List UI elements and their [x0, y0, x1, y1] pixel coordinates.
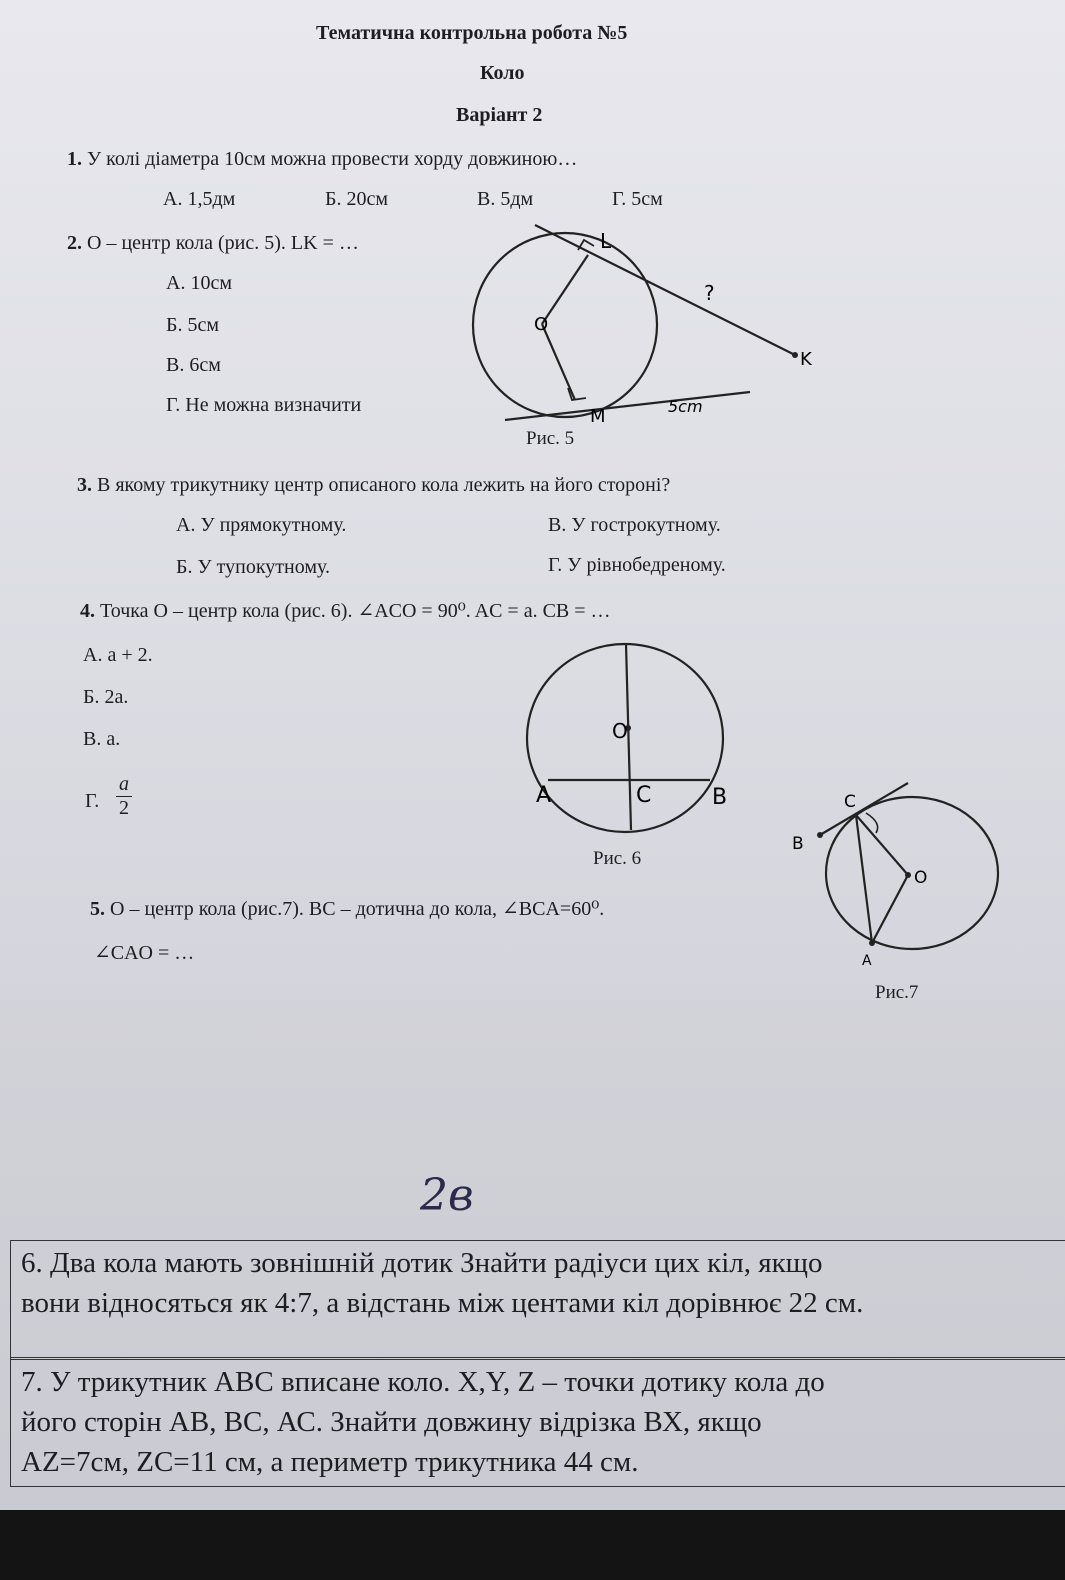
fig7-caption: Рис.7 — [875, 982, 919, 1003]
fig7-label-o: O — [914, 868, 928, 888]
worksheet-topic: Коло — [480, 62, 525, 84]
fraction-denominator: 2 — [119, 797, 129, 819]
q7-line1: 7. У трикутник АВС вписане коло. X,Y, Z – точки дотику кола до — [21, 1366, 825, 1398]
figure-6 — [520, 640, 740, 840]
q3-question — [77, 474, 670, 497]
q3-option-c: В. У гострокутному. — [548, 514, 721, 536]
fig7-tangent-bc — [820, 783, 908, 835]
q2-option-b: Б. 5см — [166, 314, 220, 336]
q6-line1: 6. Два кола мають зовнішній дотик Знайти радіуси цих кіл, якщо — [21, 1247, 823, 1279]
q4-text: Точка О – центр кола (рис. 6). ∠ACO = 90⁰. AC = a. CB = … — [100, 600, 611, 622]
q4-question — [80, 598, 611, 623]
q5-text: О – центр кола (рис.7). ВС – дотична до кола, ∠BCA=60⁰. — [110, 898, 605, 920]
handwritten-variant-mark: 2в — [420, 1170, 474, 1221]
q5-question — [90, 896, 604, 921]
fig7-radius-co — [856, 815, 908, 875]
fig6-label-c: C — [636, 783, 652, 808]
q4-option-a: А. a + 2. — [83, 644, 153, 666]
q1-question — [67, 148, 577, 171]
q1-option-d: Г. 5см — [612, 188, 663, 210]
fig7-circle — [826, 797, 998, 949]
q3-text: В якому трикутнику центр описаного кола лежить на його стороні? — [97, 474, 671, 496]
fig5-circle — [473, 233, 657, 417]
q2-question — [67, 232, 359, 255]
fig5-label-length: 5cm — [668, 397, 703, 416]
fraction-numerator: a — [119, 773, 129, 795]
q2-number: 2. — [67, 232, 82, 254]
fig5-point-k — [792, 352, 798, 358]
q2-option-d: Г. Не можна визначити — [166, 394, 362, 416]
worksheet-title: Тематична контрольна робота №5 — [316, 22, 628, 44]
fig5-label-l: L — [600, 229, 612, 253]
fig6-label-o: O — [612, 719, 628, 743]
q1-option-c: В. 5дм — [477, 188, 534, 210]
fig5-label-o: O — [534, 314, 549, 335]
fig7-chord-ca — [856, 815, 872, 943]
worksheet-variant: Варіант 2 — [456, 104, 543, 126]
fig7-label-b: B — [792, 834, 804, 854]
q1-option-b: Б. 20см — [325, 188, 389, 210]
q4-option-d-fraction — [114, 773, 134, 820]
q1-number: 1. — [67, 148, 82, 170]
q7-box — [10, 1357, 1065, 1487]
figure-7 — [790, 775, 1020, 985]
q7-line2: його сторін АВ, ВС, АС. Знайти довжину відрізка ВХ, якщо — [21, 1406, 762, 1438]
fig5-label-m: M — [590, 406, 606, 427]
q2-text: О – центр кола (рис. 5). LK = … — [87, 232, 359, 254]
fig6-label-b: B — [712, 785, 728, 810]
figure-5 — [460, 220, 840, 460]
background-edge — [0, 1510, 1065, 1580]
q3-option-b: Б. У тупокутному. — [176, 556, 330, 578]
q1-option-a: А. 1,5дм — [163, 188, 236, 210]
fig5-caption: Рис. 5 — [526, 428, 575, 449]
fig7-radius-ao — [872, 875, 908, 943]
fig7-point-b — [817, 832, 823, 838]
fig7-label-c: C — [844, 792, 856, 812]
fig6-label-a: A — [536, 783, 552, 808]
q3-number: 3. — [77, 474, 92, 496]
q5-question-part2: ∠CAO = … — [94, 942, 195, 964]
fig7-point-o — [905, 872, 911, 878]
fig6-caption: Рис. 6 — [593, 848, 642, 869]
fig5-radius-ol — [542, 255, 588, 324]
q4-option-c: В. a. — [83, 728, 121, 750]
fig5-label-k: K — [800, 349, 812, 370]
q4-option-b: Б. 2a. — [83, 686, 129, 708]
q3-option-a: А. У прямокутному. — [176, 514, 347, 536]
fig5-tangent-mk — [505, 392, 750, 420]
fig5-radius-om — [542, 324, 575, 400]
q5-number: 5. — [90, 898, 105, 920]
q4-option-d: Г. — [85, 790, 100, 812]
q7-line3: AZ=7см, ZC=11 см, а периметр трикутника 44 см. — [21, 1446, 639, 1478]
fig5-label-question: ? — [704, 281, 715, 305]
q6-box — [10, 1240, 1065, 1360]
fig5-tangent-lk — [535, 225, 795, 355]
fig7-point-a — [869, 940, 875, 946]
q6-line2: вони відносяться як 4:7, а відстань між центами кіл дорівнює 22 см. — [21, 1287, 864, 1319]
q4-number: 4. — [80, 600, 95, 622]
q2-option-c: В. 6см — [166, 354, 221, 376]
fig7-label-a: A — [862, 953, 872, 969]
q3-option-d: Г. У рівнобедреному. — [548, 554, 726, 576]
q2-option-a: А. 10см — [166, 272, 232, 294]
q1-text: У колі діаметра 10см можна провести хорду довжиною… — [87, 148, 578, 170]
